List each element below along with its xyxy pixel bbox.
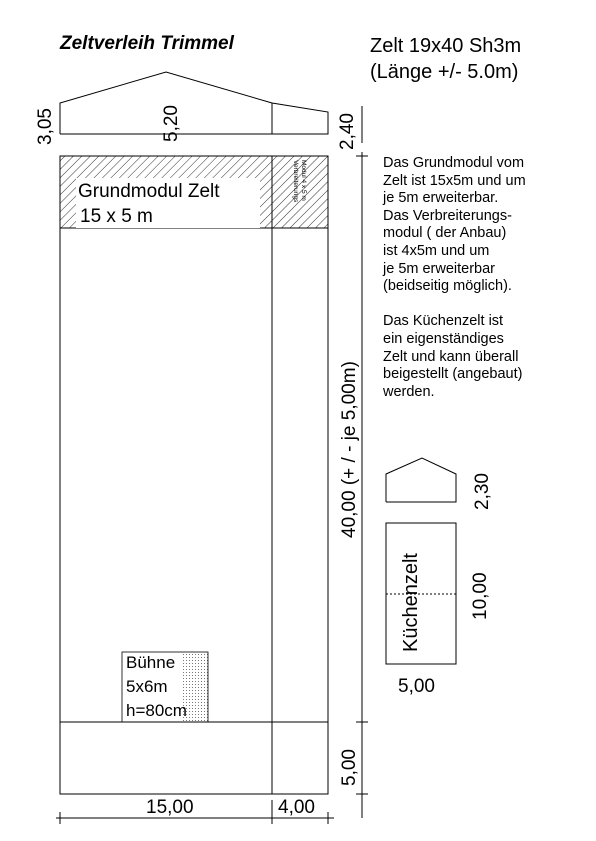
ridge-height-main-label: 5,20 xyxy=(161,105,182,142)
length-dimension-label: 40,00 (+ / - je 5,00m) xyxy=(339,361,360,538)
extension-width-label: 4,00 xyxy=(278,797,315,818)
tent-spec-length-variation: (Länge +/- 5.0m) xyxy=(370,61,519,83)
grundmodul-label-line2: 15 x 5 m xyxy=(80,206,153,227)
page-title: Zeltverleih Trimmel xyxy=(60,33,234,54)
kitchen-height-label: 2,30 xyxy=(472,473,493,510)
end-module-length-label: 5,00 xyxy=(339,749,360,786)
extension-module-hatched xyxy=(272,156,328,228)
note-grundmodul: Das Grundmodul vom Zelt ist 15x5m und um je 5m erweiterbar. Das Verbreiterungs- modul ( der Anbau) ist 4x5m und um je 5m erweiterbar (beidseitig möglich). xyxy=(383,155,526,295)
side-height-extension-label: 2,40 xyxy=(337,113,358,150)
kitchen-width-label: 5,00 xyxy=(398,676,435,697)
buehne-label-line1: Bühne xyxy=(126,653,176,672)
extension-module-label-line1: Verbreiterungs xyxy=(292,160,299,203)
extension-module-label-line2: Modul 4 x 5 m xyxy=(300,160,307,201)
kitchen-elevation-outline xyxy=(386,458,456,502)
tent-spec-size: Zelt 19x40 Sh3m xyxy=(370,35,522,57)
main-width-label: 15,00 xyxy=(146,797,194,818)
buehne-label-line3: h=80cm xyxy=(126,701,187,720)
buehne-label-line2: 5x6m xyxy=(126,677,168,696)
kitchen-length-label: 10,00 xyxy=(470,572,491,620)
tent-elevation-outline xyxy=(60,72,328,134)
description-notes xyxy=(383,155,583,401)
grundmodul-label-line1: Grundmodul Zelt xyxy=(78,181,220,202)
side-height-main-label: 3,05 xyxy=(35,108,56,145)
note-kuechenzelt: Das Küchenzelt ist ein eigenständiges Zelt und kann überall beigestellt (angebaut) werden. xyxy=(383,313,523,400)
kitchen-name-label: Küchenzelt xyxy=(400,553,422,652)
